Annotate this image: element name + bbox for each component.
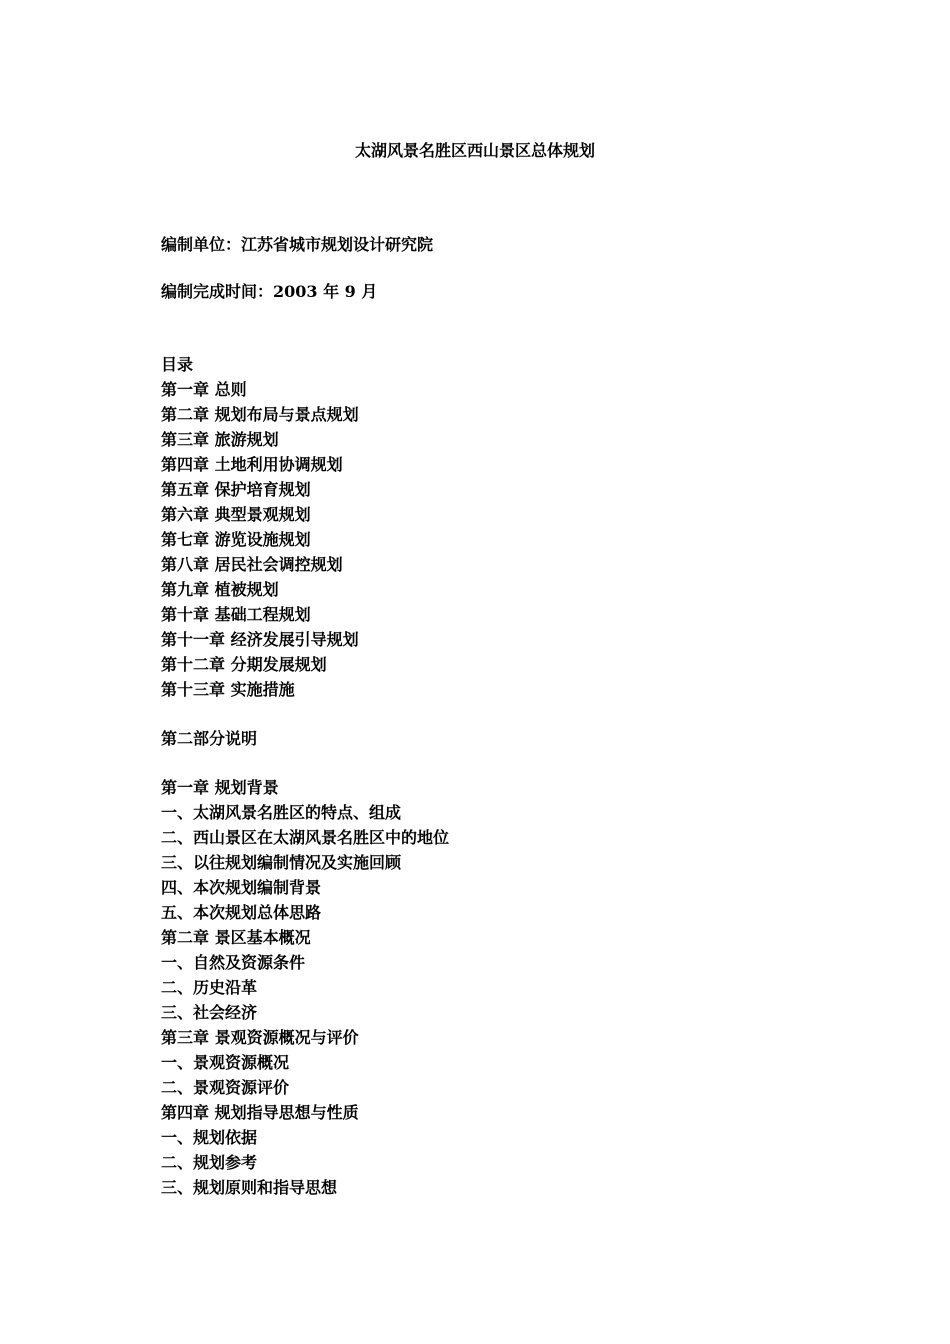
outline-item: 二、规划参考: [161, 1153, 258, 1172]
outline-item: 二、西山景区在太湖风景名胜区中的地位: [161, 828, 450, 847]
completion-date: 编制完成时间：2003 年 9 月: [161, 282, 378, 301]
toc-item: 第二章 规划布局与景点规划: [161, 405, 359, 424]
outline-item: 四、本次规划编制背景: [161, 878, 322, 897]
outline-item: 三、规划原则和指导思想: [161, 1178, 338, 1197]
outline-item: 二、历史沿革: [161, 978, 258, 997]
outline-item: 三、社会经济: [161, 1003, 258, 1022]
toc-item: 第五章 保护培育规划: [161, 480, 311, 499]
toc-item: 第十一章 经济发展引导规划: [161, 630, 359, 649]
toc-item: 第十二章 分期发展规划: [161, 655, 327, 674]
outline-item: 第一章 规划背景: [161, 778, 279, 797]
outline-item: 一、景观资源概况: [161, 1053, 290, 1072]
toc-item: 第八章 居民社会调控规划: [161, 555, 343, 574]
toc-item: 第十三章 实施措施: [161, 680, 295, 699]
toc-item: 第一章 总则: [161, 380, 247, 399]
toc-item: 第十章 基础工程规划: [161, 605, 311, 624]
outline-item: 一、规划依据: [161, 1128, 258, 1147]
part2-heading: 第二部分说明: [161, 729, 258, 748]
document-title: 太湖风景名胜区西山景区总体规划: [354, 141, 595, 160]
table-of-contents: [161, 352, 359, 702]
outline-item: 第三章 景观资源概况与评价: [161, 1028, 359, 1047]
toc-item: 第四章 土地利用协调规划: [161, 455, 343, 474]
outline-item: 第二章 景区基本概况: [161, 928, 311, 947]
toc-heading: 目录: [161, 355, 194, 374]
outline-item: 二、景观资源评价: [161, 1078, 290, 1097]
compiling-unit: 编制单位：江苏省城市规划设计研究院: [161, 235, 434, 254]
outline-item: 五、本次规划总体思路: [161, 903, 322, 922]
outline-item: 第四章 规划指导思想与性质: [161, 1103, 359, 1122]
toc-item: 第三章 旅游规划: [161, 430, 279, 449]
outline-item: 一、太湖风景名胜区的特点、组成: [161, 803, 402, 822]
toc-item: 第九章 植被规划: [161, 580, 279, 599]
toc-item: 第七章 游览设施规划: [161, 530, 311, 549]
part2-outline: [161, 775, 449, 1200]
toc-item: 第六章 典型景观规划: [161, 505, 311, 524]
outline-item: 三、以往规划编制情况及实施回顾: [161, 853, 402, 872]
outline-item: 一、自然及资源条件: [161, 953, 306, 972]
